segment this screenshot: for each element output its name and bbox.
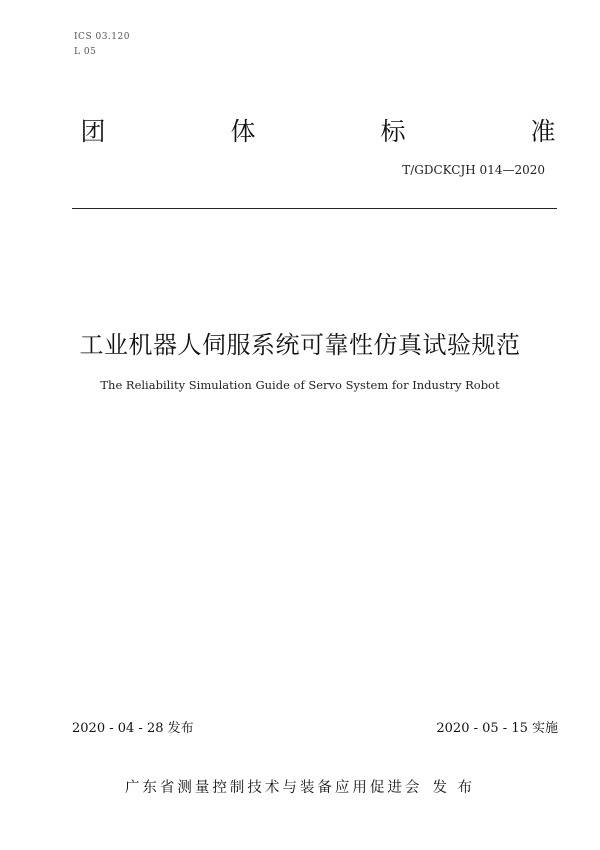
ics-code: ICS 03.120 (74, 32, 130, 42)
standard-code: T/GDCKCJH 014—2020 (402, 163, 545, 177)
implementation-date: 2020 - 05 - 15 实施 (436, 721, 558, 736)
standard-type-char: 准 (530, 117, 556, 146)
standard-type-char: 标 (380, 117, 406, 146)
ccs-code: L 05 (74, 47, 97, 57)
publisher-line (0, 776, 600, 797)
document-title-english: The Reliability Simulation Guide of Servo System for Industry Robot (100, 378, 500, 392)
document-title-chinese: 工业机器人伺服系统可靠性仿真试验规范 (79, 331, 521, 359)
standard-type-char: 团 (80, 117, 106, 146)
publisher-name: 广东省测量控制技术与装备应用促进会 (124, 780, 423, 796)
publisher-suffix: 发 布 (432, 780, 476, 796)
header-divider (72, 208, 557, 209)
issue-date: 2020 - 04 - 28 发布 (72, 721, 194, 736)
standard-type-char: 体 (230, 117, 256, 146)
standard-type-heading (78, 112, 558, 148)
